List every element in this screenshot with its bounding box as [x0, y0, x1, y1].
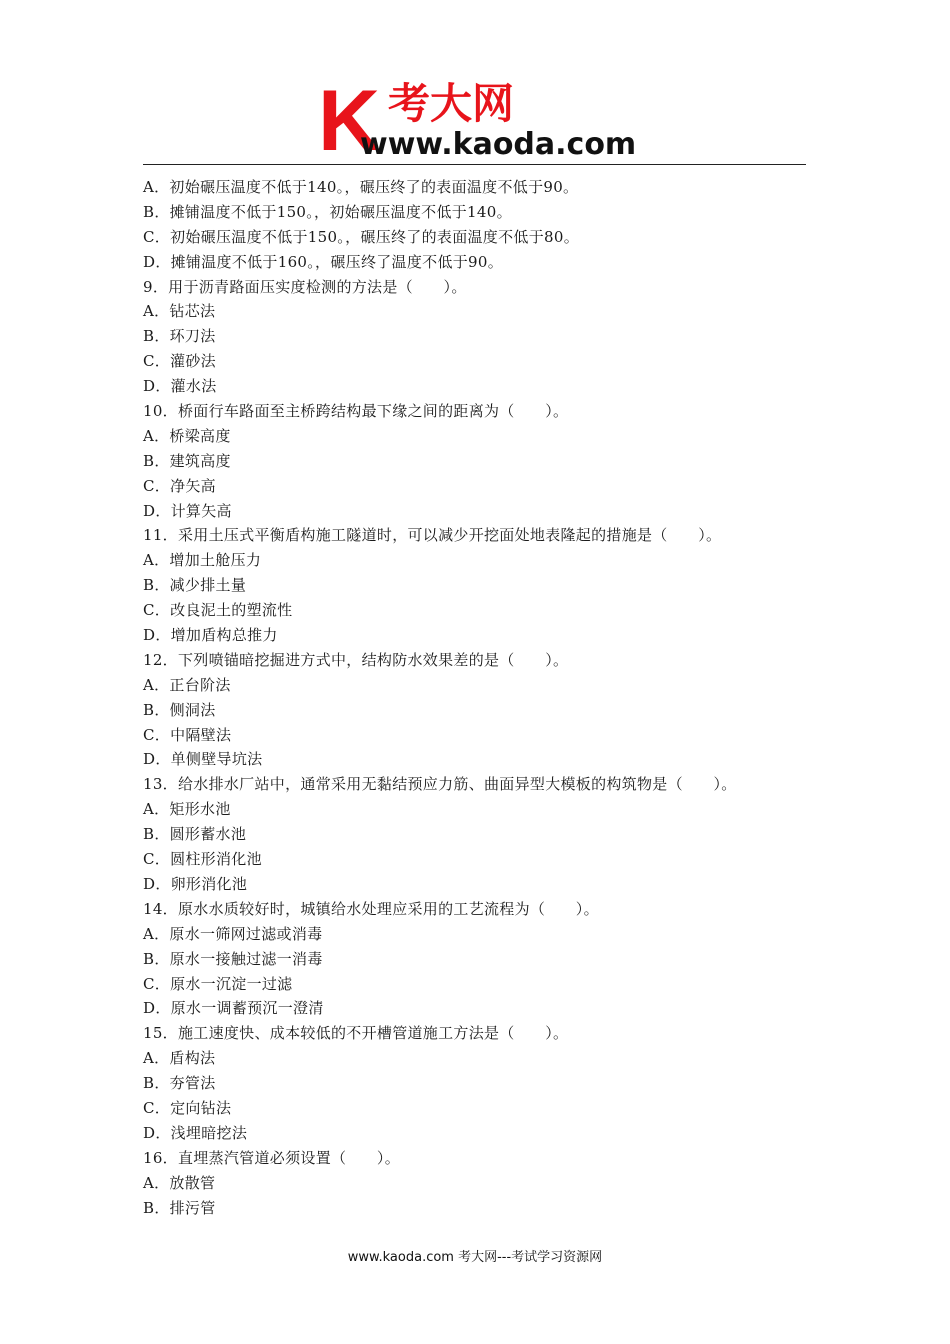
document-line: C．中隔壁法 [143, 725, 232, 744]
document-line: D．计算矢高 [143, 501, 232, 520]
document-line: B．摊铺温度不低于150。，初始碾压温度不低于140。 [143, 202, 512, 221]
document-line: 13．给水排水厂站中，通常采用无黏结预应力筋、曲面异型大模板的构筑物是（ ）。 [143, 775, 737, 794]
document-line: B．侧洞法 [143, 700, 216, 719]
document-line: A．钻芯法 [143, 302, 216, 321]
document-line: 15．施工速度快、成本较低的不开槽管道施工方法是（ ）。 [143, 1024, 569, 1043]
document-line: B．环刀法 [143, 327, 216, 346]
document-line: 11．采用土压式平衡盾构施工隧道时，可以减少开挖面处地表隆起的措施是（ ）。 [143, 526, 722, 545]
document-line: A．桥梁高度 [143, 426, 231, 445]
document-line: 14．原水水质较好时，城镇给水处理应采用的工艺流程为（ ）。 [143, 899, 599, 918]
document-line: C．初始碾压温度不低于150。，碾压终了的表面温度不低于80。 [143, 227, 579, 246]
question-list [143, 175, 823, 1220]
header-divider [143, 164, 806, 165]
document-line: B．圆形蓄水池 [143, 825, 247, 844]
document-line: 16．直埋蒸汽管道必须设置（ ）。 [143, 1148, 400, 1167]
document-line: B．减少排土量 [143, 576, 247, 595]
document-line: D．灌水法 [143, 377, 217, 396]
document-line: C．净矢高 [143, 476, 216, 495]
document-line: B．夯管法 [143, 1074, 216, 1093]
page-footer: www.kaoda.com 考大网---考试学习资源网 [347, 1250, 603, 1265]
logo-url: www.kaoda.com [360, 127, 637, 162]
document-line: D．摊铺温度不低于160。，碾压终了温度不低于90。 [143, 252, 504, 271]
document-line: C．灌砂法 [143, 352, 216, 371]
kaoda-logo [318, 78, 648, 162]
document-line: 12．下列喷锚暗挖掘进方式中，结构防水效果差的是（ ）。 [143, 650, 569, 669]
document-line: C．原水一沉淀一过滤 [143, 974, 293, 993]
document-line: A．原水一筛网过滤或消毒 [143, 924, 323, 943]
document-line: D．原水一调蓄预沉一澄清 [143, 999, 324, 1018]
document-line: A．增加土舱压力 [143, 551, 262, 570]
document-line: A．矩形水池 [143, 800, 231, 819]
document-line: D．浅埋暗挖法 [143, 1123, 248, 1142]
document-line: B．建筑高度 [143, 451, 231, 470]
document-line: A．初始碾压温度不低于140。，碾压终了的表面温度不低于90。 [143, 178, 579, 196]
document-line: C．圆柱形消化池 [143, 850, 262, 869]
document-line: D．单侧壁导坑法 [143, 750, 263, 769]
document-line: A．放散管 [143, 1173, 216, 1192]
document-line: C．改良泥土的塑流性 [143, 601, 293, 620]
document-line: 10．桥面行车路面至主桥跨结构最下缘之间的距离为（ ）。 [143, 402, 569, 421]
document-line: B．排污管 [143, 1198, 216, 1217]
document-line: C．定向钻法 [143, 1098, 232, 1117]
document-line: D．增加盾构总推力 [143, 626, 278, 645]
document-line: B．原水一接触过滤一消毒 [143, 949, 323, 968]
document-line: 9．用于沥青路面压实度检测的方法是（ ）。 [143, 277, 467, 296]
logo-letter: K [318, 78, 381, 162]
logo-title: 考大网 [388, 79, 515, 128]
document-line: D．卵形消化池 [143, 874, 248, 893]
document-line: A．盾构法 [143, 1049, 216, 1068]
document-line: A．正台阶法 [143, 675, 231, 694]
